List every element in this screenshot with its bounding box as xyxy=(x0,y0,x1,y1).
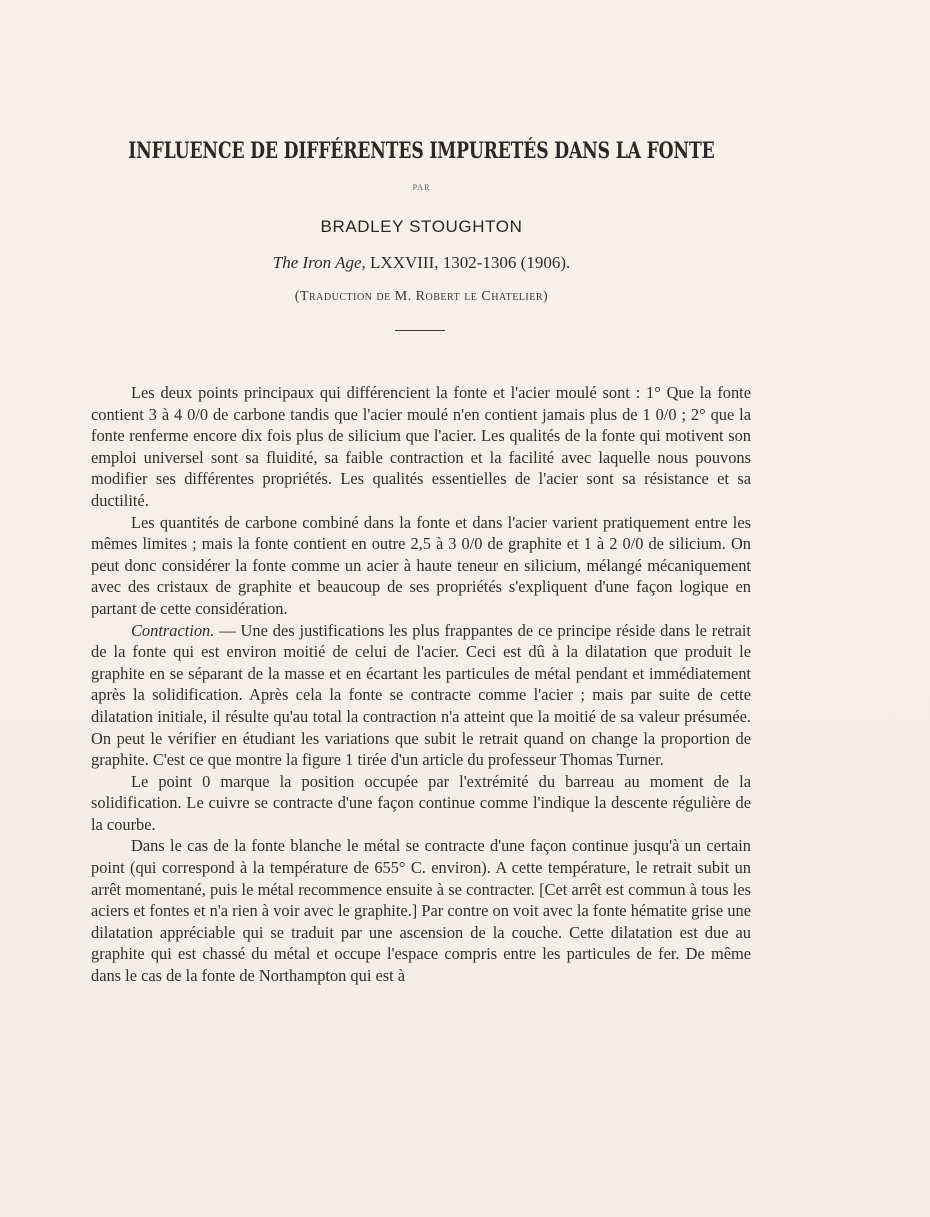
citation-source: The Iron Age, xyxy=(272,253,366,272)
article-body xyxy=(91,382,751,987)
paragraph-2: Les quantités de carbone combiné dans la fonte et dans l'acier varient pratiquement entre les mêmes limites ; mais la fonte contient en outre 2,5 à 3 0/0 de graphite et 1 à 2 0/0 de silicium. On peut donc considérer la fonte comme un acier à haute teneur en silicium, mélangé mécaniquement avec des cristaux de graphite et beaucoup de ses propriétés s'expliquent d'une façon logique en partant de cette considération. xyxy=(91,512,751,618)
translation-credit: (Traduction de M. Robert le Chatelier) xyxy=(294,289,549,304)
article-title: INFLUENCE DE DIFFÉRENTES IMPURETÉS DANS LA FONTE xyxy=(128,138,715,164)
paragraph-3-text: — Une des justifications les plus frappantes de ce principe réside dans le retrait de la fonte qui est environ moitié de celui de l'acier. Ceci est dû à la dilatation que produit le graphite en se séparant de la masse et en écartant les particules de métal pendant et immédiatement après la solidification. Après cela la fonte se contracte comme l'acier ; mais par suite de cette dilatation initiale, il résulte qu'au total la contraction n'a atteint que la moitié de sa valeur présumée. On peut le vérifier en étudiant les variations que subit le retrait quand on change la proportion de graphite. C'est ce que montre la figure 1 tirée d'un article du professeur Thomas Turner. xyxy=(91,620,751,770)
by-label: PAR xyxy=(412,183,431,192)
paragraph-5: Dans le cas de la fonte blanche le métal se contracte d'une façon continue jusqu'à un certain point (qui correspond à la température de 655° C. environ). A cette température, le retrait subit un arrêt momentané, puis le métal recommence ensuite à se contracter. [Cet arrêt est commun à tous les aciers et fontes et n'a rien à voir avec le graphite.] Par contre on voit avec la fonte hématite grise une dilatation appréciable qui se traduit par une ascension de la couche. Cette dilatation est due au graphite qui est chassé du métal et occupe l'espace compris entre les particules de fer. De même dans le cas de la fonte de Northampton qui est à xyxy=(91,836,751,986)
citation-detail: LXXVIII, 1302-1306 (1906). xyxy=(365,253,571,272)
paragraph-1: Les deux points principaux qui différencient la fonte et l'acier moulé sont : 1° Que la fonte contient 3 à 4 0/0 de carbone tandis que l'acier moulé n'en contient jamais plus de 1 0/0 ; 2° que la fonte renferme encore dix fois plus de silicium que l'acier. Les qualités de la fonte qui motivent son emploi universel sont sa fluidité, sa faible contraction et la facilité avec laquelle nous pouvons modifier ses différentes propriétés. Les qualités essentielles de l'acier sont sa résistance et sa ductilité. xyxy=(91,383,751,510)
paragraph-4: Le point 0 marque la position occupée par l'extrémité du barreau au moment de la solidification. Le cuivre se contracte d'une façon continue comme l'indique la descente régulière de la courbe. xyxy=(91,771,751,834)
section-label-contraction: Contraction. xyxy=(131,620,215,640)
paragraph-3 xyxy=(91,620,751,771)
section-divider xyxy=(395,330,445,331)
author-name: BRADLEY STOUGHTON xyxy=(320,217,523,236)
citation xyxy=(0,253,843,273)
